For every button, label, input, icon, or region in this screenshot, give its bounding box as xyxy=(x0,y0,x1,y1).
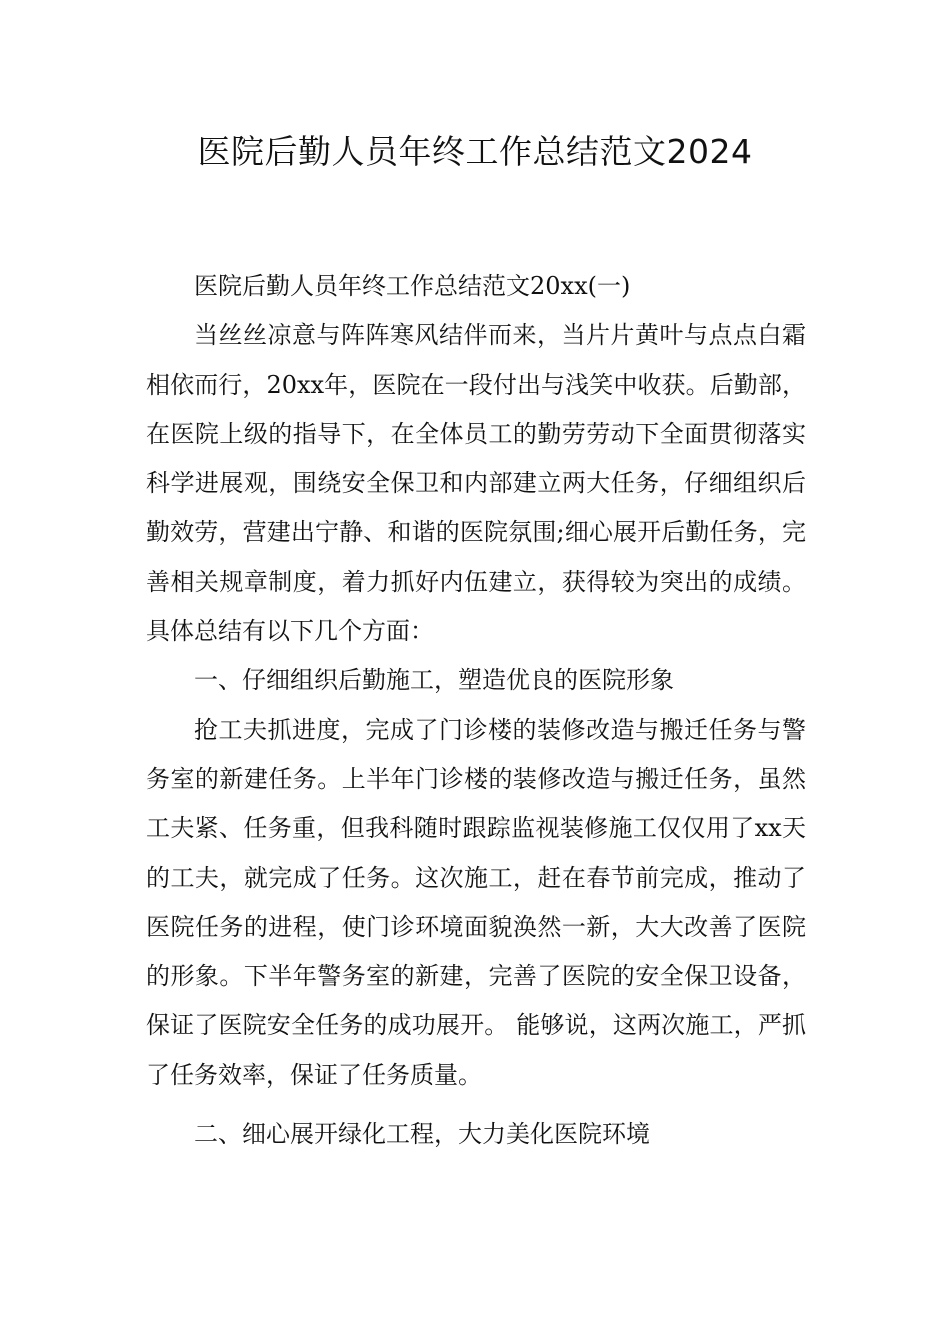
section-heading-construction: 一、仔细组织后勤施工，塑造优良的医院形象 xyxy=(194,666,674,695)
intro-paragraph: 当丝丝凉意与阵阵寒风结伴而来，当片片黄叶与点点白霜相依而行，20xx年，医院在一段付出与浅笑中收获。后勤部，在医院上级的指导下，在全体员工的勤劳劳动下全面贯彻落实科学进展观，围绕安全保卫和内部建立两大任务，仔细组织后勤效劳，营建出宁静、和谐的医院氛围;细心展开后勤任务，完善相关规章制度，着力抓好内伍建立，获得较为突出的成绩。具体总结有以下几个方面： xyxy=(146,321,806,646)
section-heading-part-one: 医院后勤人员年终工作总结范文20xx(一) xyxy=(194,272,631,300)
section-heading-greening: 二、细心展开绿化工程，大力美化医院环境 xyxy=(194,1120,650,1149)
document-title: 医院后勤人员年终工作总结范文2024 xyxy=(197,132,753,171)
document-body xyxy=(146,262,806,1159)
construction-paragraph: 抢工夫抓进度，完成了门诊楼的装修改造与搬迁任务与警务室的新建任务。上半年门诊楼的装修改造与搬迁任务，虽然工夫紧、任务重，但我科随时跟踪监视装修施工仅仅用了xx天的工夫，就完成了任务。这次施工，赶在春节前完成，推动了医院任务的进程，使门诊环境面貌涣然一新，大大改善了医院的形象。下半年警务室的新建，完善了医院的安全保卫设备，保证了医院安全任务的成功展开。 能够说，这两次施工，严抓了任务效率，保证了任务质量。 xyxy=(146,715,806,1089)
